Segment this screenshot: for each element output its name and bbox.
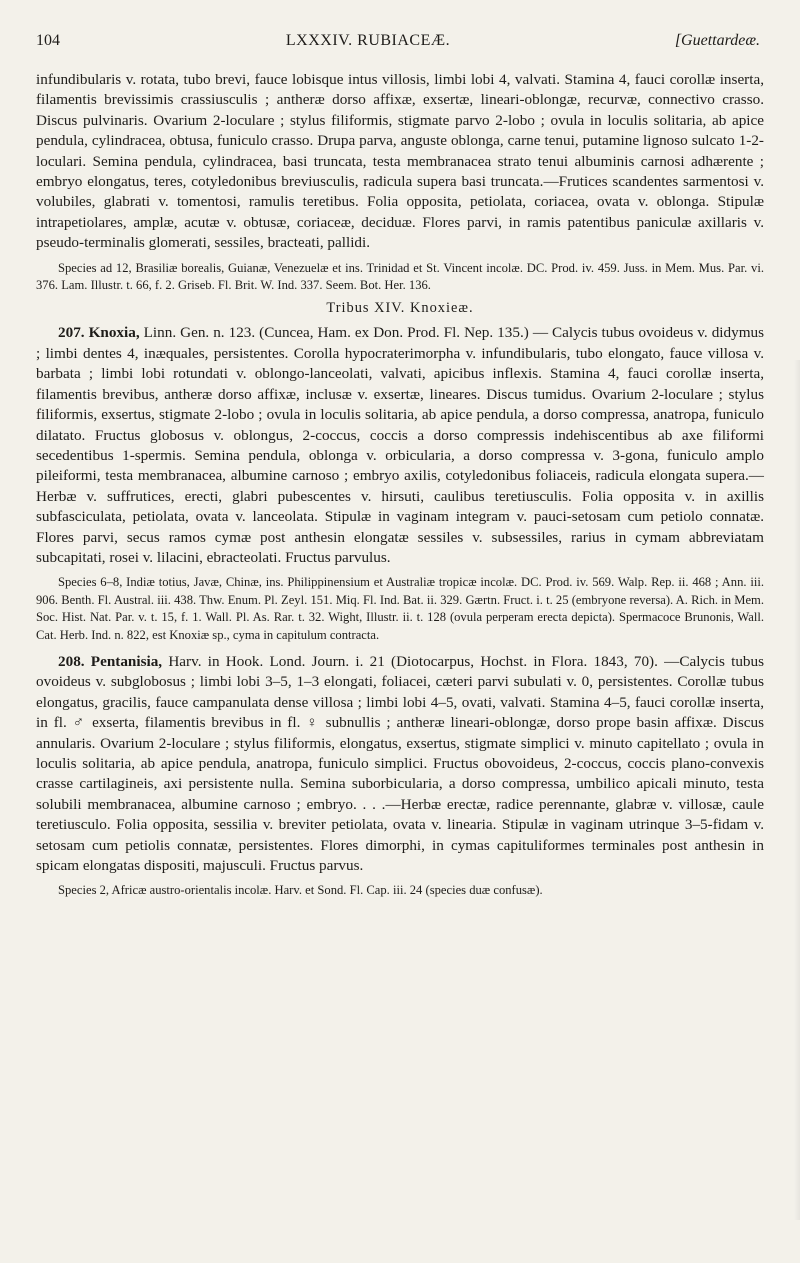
guettardeae-continuation <box>36 70 764 294</box>
genus-knoxia <box>36 323 764 644</box>
genus-description: — Calycis tubus ovoideus v. didymus ; limbi dentes 4, inæquales, persistentes. Corolla hypocraterimorpha v. infundibularis, tubo elongato, fauce villosa v. barbata ; limbi lobi rotundati v. oblongo-lanceolati, valvati, apicibus inflexis. Stamina 4, fauci corollæ inserta, filamentis brevibus, antheræ dorso affixæ, inclusæ v. exsertæ, lineares. Discus tumidus. Ovarium 2-loculare ; stylus filiformis, exsertus, stigmate 2-lobo ; ovula in loculis solitaria, ab apice pendula, a dorso compressa, anatropa, funiculo dilatato. Fructus globosus v. oblongus, 2-coccus, coccis a dorso compressis indehiscentibus ab axe filiformi secedentibus 1-spermis. Semina pendula, oblonga v. orbicularia, a dorso compressa v. 3-gona, funiculo amplo pileiformi, testa membranacea, albumine carnoso ; embryo axilis, cotyledonibus foliaceis, radicula elongata supera.—Herbæ v. suffrutices, erecti, glabri pubescentes v. hirsuti, caulibus teretiusculis. Folia opposita v. in axillis subfasciculata, petiolata, ovata v. lanceolata. Stipulæ in vaginam integram v. pauci-setosam cum petiolo connatæ. Flores parvi, secus ramos cymæ post anthesin elongatæ sessiles v. subsessiles, rarius in cymam abbreviatam subcapitati, rosei v. lilacini, ebracteolati. Fructus parvulus. <box>36 324 765 566</box>
page-header <box>36 32 764 50</box>
genus-description-continued: infundibularis v. rotata, tubo brevi, fauce lobisque intus villosis, limbi lobi 4, valvati. Stamina 4, fauci corollæ inserta, filamentis brevissimis crassiusculis ; antheræ dorso affixæ, exsertæ, lineari-oblongæ, recurvæ, connectivo crasso. Discus pulvinaris. Ovarium 2-loculare ; stylus filiformis, stigmate parvo 2-lobo ; ovula in loculis solitaria, ab apice pendula, cylindracea, obtusa, funiculo crasso. Drupa parva, anguste oblonga, carne tenui, putamine lignoso sulcato 1-2-loculari. Semina pendula, cylindracea, basi truncata, testa membranacea strato tenui albuminis carnosi adhærente ; embryo elongatus, teres, cotyledonibus breviusculis, radicula supera basi truncata.—Frutices scandentes sarmentosi v. volubiles, glabrati v. tomentosi, ramulis teretibus. Folia opposita, petiolata, coriacea, ovata v. oblonga. Stipulæ intrapetiolares, amplæ, acutæ v. obtusæ, coriaceæ, deciduæ. Flores parvi, in ramis patentibus paniculæ axillaris v. pseudo-terminalis glomerati, sessiles, bracteati, pallidi. <box>36 71 764 252</box>
page-number: 104 <box>36 32 60 49</box>
species-references: Species 6–8, Indiæ totius, Javæ, Chinæ, ins. Philippinensium et Australiæ tropicæ incolæ. DC. Prod. iv. 569. Walp. Rep. ii. 468 ; Ann. iii. 906. Benth. Fl. Austral. iii. 438. Thw. Enum. Pl. Zeyl. 151. Miq. Fl. Ind. Bat. ii. 329. Gærtn. Fruct. i. t. 25 (embryone reversa). A. Rich. in Mem. Soc. Hist. Nat. Par. v. t. 15, f. 1. Wall. Pl. As. Rar. t. 32. Wight, Illustr. ii. t. 128 (ovula perperam erecta depicta). Spermacoce Brunonis, Wall. Cat. Herb. Ind. n. 822, est Knoxiæ sp., cyma in capitulum contracta. <box>36 575 764 642</box>
running-tribe: [Guettardeæ. <box>674 32 760 49</box>
genus-name: 208. Pentanisia, <box>58 652 163 670</box>
genus-description: —Calycis tubus ovoideus v. subglobosus ; limbi lobi 3–5, 1–3 elongati, foliacei, cæteri parvi subulati v. 0, persistentes. Corollæ tubus elongatus, gracilis, fauce campanulata dense villosa ; limbi lobi 4–5, ovati, valvati. Stamina 4–5, fauci corollæ inserta, in fl. ♂ exserta, filamentis brevibus in fl. ♀ subnullis ; antheræ lineari-oblongæ, dorso prope basin affixæ. Discus annularis. Ovarium 2-loculare ; stylus filiformis, elongatus, exsertus, stigmate simplici v. minuto capitellato ; ovula in loculis solitaria, ab apice pendula, anatropa, funiculo simplici. Fructus obovoideus, 2-coccus, coccis plano-convexis crasse cartilagineis, axi persistente nulla. Semina suborbicularia, a dorso compressa, umbilico apicali minuto, testa solubili membranacea, albumine carnoso ; embryo. . . .—Herbæ erectæ, radice perennante, glabræ v. villosæ, caule teretiusculo. Folia opposita, sessilia v. breviter petiolata, ovata v. linearia. Stipulæ in vaginam utrinque 3–5-fidam v. setosam cum petiolis connatæ, persistentes. Flores dimorphi, in cymas capituliformes terminales post anthesin in spicam elongatas dispositi, majusculi. Fructus parvus. <box>36 652 765 875</box>
page-edge-shadow <box>794 360 800 1220</box>
genus-authority: Linn. Gen. n. 123. (Cuncea, Ham. ex Don. Prod. Fl. Nep. 135.) <box>143 324 529 342</box>
running-title: LXXXIV. RUBIACEÆ. <box>285 32 451 49</box>
genus-name: 207. Knoxia, <box>58 324 140 342</box>
species-references: Species ad 12, Brasiliæ borealis, Guianæ, Venezuelæ et ins. Trinidad et St. Vincent incolæ. DC. Prod. iv. 459. Juss. in Mem. Mus. Par. vi. 376. Lam. Illustr. t. 66, f. 2. Griseb. Fl. Brit. W. Ind. 337. Seem. Bot. Her. 136. <box>36 260 764 293</box>
genus-authority: Harv. in Hook. Lond. Journ. i. 21 (Diotocarpus, Hochst. in Flora. 1843, 70). <box>168 652 658 670</box>
species-references: Species 2, Africæ austro-orientalis incolæ. Harv. et Sond. Fl. Cap. iii. 24 (species duæ confusæ). <box>58 883 543 898</box>
tribus-heading: Tribus XIV. Knoxieæ. <box>326 300 474 317</box>
genus-pentanisia <box>36 652 764 900</box>
